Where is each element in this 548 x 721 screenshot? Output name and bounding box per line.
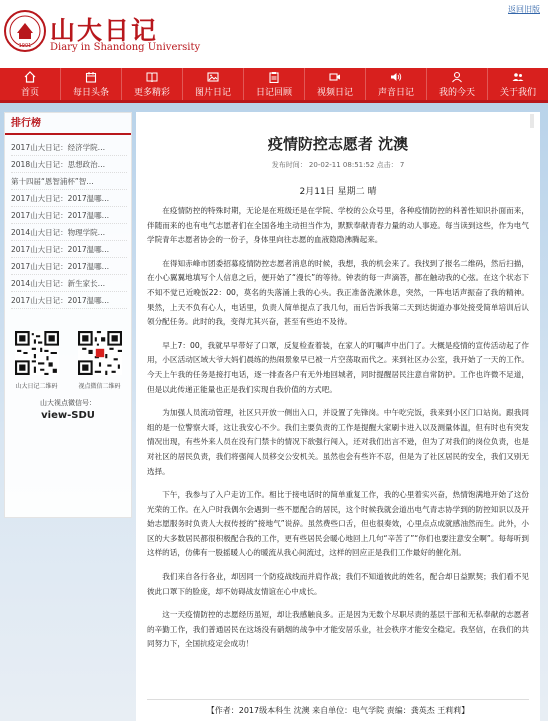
main-nav <box>0 68 548 100</box>
site-name[interactable]: 山大日记 <box>50 16 159 45</box>
article-meta: 发布时间： 20-02-11 08:51:52 点击： 7 <box>271 161 405 169</box>
ranking-item[interactable]: 2018山大日记：思想政治… <box>11 156 127 173</box>
nav-daily-headlines[interactable] <box>61 68 122 100</box>
qr-caption: 山大日记二维码 <box>15 383 58 390</box>
nav-label: 日记回顾 <box>255 87 292 98</box>
nav-home[interactable] <box>0 68 61 100</box>
qr-caption: 视点微信二维码 <box>78 383 121 390</box>
ranking-list <box>5 135 131 309</box>
nav-diary-review[interactable] <box>244 68 305 100</box>
nav-label: 更多精彩 <box>133 87 170 98</box>
ranking-item[interactable]: 2017山大日记：2017温哪… <box>11 190 127 207</box>
ranking-item[interactable]: 2017山大日记：2017温哪… <box>11 207 127 224</box>
article-panel <box>136 112 540 721</box>
article-paragraph: 为加强人员流动管理，社区只开放一侧出入口，并设置了先锋岗。中午吃完饭，我来到小区门口站岗。跟我同组的是一位警察大哥，这让我安心不少。我们主要负责的工作是提醒大家刷卡进入以及测量体温，但有时也有突发情况出现，有些外来人员在没有门禁卡的情况下欲强行闯入，还对我们出言不逊，但为了对我们的岗位负责，也是对社区的居民负责，我们将强闯人员移交公安机关。虽然也会有些许不忍，但是为了社区居民的安全，我们又别无选择。 <box>147 408 529 476</box>
university-logo[interactable] <box>3 9 47 53</box>
nav-audio-diary[interactable] <box>366 68 427 100</box>
nav-label: 图片日记 <box>194 87 231 98</box>
nav-label: 我的今天 <box>438 87 475 98</box>
logo-year: 1901 <box>18 43 32 49</box>
wechat-account-label: 山大视点微信号： <box>40 399 96 407</box>
nav-label: 每日头条 <box>72 87 109 98</box>
article-date-line: 2月11日 星期二 晴 <box>299 187 377 197</box>
nav-label: 视频日记 <box>316 87 353 98</box>
nav-my-today[interactable] <box>427 68 488 100</box>
ranking-item[interactable]: 2017山大日记：2017温哪… <box>11 241 127 258</box>
nav-label: 首页 <box>20 87 39 98</box>
nav-label: 声音日记 <box>377 87 414 98</box>
ranking-item[interactable]: 2014山大日记：物理学院… <box>11 224 127 241</box>
ranking-item[interactable]: 第十四届“恩智浦杯”智… <box>11 173 127 190</box>
site-name-en: Diary in Shandong University <box>50 42 201 53</box>
sound-icon <box>390 71 402 83</box>
article-paragraph: 早上7：00，我就早早带好了口罩，反复检查着装，在家人的叮嘱声中出门了。大概是疫情的宣传活动起了作用，小区活动区域大爷大妈们晨练的热闹景象早已被一片空荡取而代之。来到社区办公室，我开始了一天的工作。今天上午我的任务是接打电话，逐一排查各户有无外地回城者，同时提醒居民注意自常防护。工作也许微不足道，但是以此传递正能量也正是我们实现自我价值的方式吧。 <box>147 340 529 394</box>
calendar-icon <box>85 71 97 83</box>
ranking-title: 排行榜 <box>5 113 131 135</box>
clipboard-icon <box>268 71 280 83</box>
nav-more-highlights[interactable] <box>122 68 183 100</box>
image-icon <box>207 71 219 83</box>
nav-photo-diary[interactable] <box>183 68 244 100</box>
qr-codes <box>5 331 131 390</box>
article-paragraph: 在疫情防控的特殊时期，无论是在班级还是在学院、学校的公众号里，各种疫情防控的科普性知识扑面而来，伴随而来的也有电气志愿者们在全国各地主动担当作为，默默奉献青春力量的动人事迹。每当读到这些，作为电气学院青年志愿者协会的一份子，身体里向往志愿的血液隐隐沸腾起来。 <box>147 206 529 245</box>
nav-label: 关于我们 <box>499 87 536 98</box>
site-header <box>0 0 548 68</box>
article-title: 疫情防控志愿者 沈澳 <box>267 135 409 153</box>
article-paragraph: 我们来自各行各业，却因同一个防疫战线而并肩作战；我们不知道彼此的姓名，配合却日益默契；我们看不见彼此口罩下的脸庞，却不妨碍战友情谊在心中成长。 <box>147 572 529 596</box>
article-paragraph: 在得知赤峰市团委招募疫情防控志愿者消息的时候，我想，我的机会来了。我找到了报名二维码，然后扫描，在小心翼翼地填写个人信息之后，便开始了“漫长”的等待。钟表的每一声滴答，都在触动我的心弦。在这个状态下不知不觉已近晚饭22：00，莫名的失落涌上我的心头。我正准备洗漱休息，突然，一阵电话声振奋了我的精神。果然，上天不负有心人，电话里，负责人简单提点了我几句，而后告诉我第二天到达街道办事处接受简单培训后认领分配任务。此时的我，变得尤其兴奋，甚至有些迫不及待。 <box>147 258 529 327</box>
user-icon <box>451 71 463 83</box>
nav-about-us[interactable] <box>488 68 548 100</box>
ranking-item[interactable]: 2017山大日记：2017温哪… <box>11 258 127 275</box>
return-old-version-link[interactable]: 返回旧版 <box>508 5 540 14</box>
scroll-indicator[interactable] <box>530 114 534 128</box>
ranking-item[interactable]: 2014山大日记：新生家长… <box>11 275 127 292</box>
ranking-item[interactable]: 2017山大日记：2017温哪… <box>11 292 127 309</box>
book-icon <box>146 71 158 83</box>
article-paragraph: 这一天疫情防控的志愿经历虽短，却让我感触良多。正是因为无数个尽职尽责的基层干部和无私奉献的志愿者的辛勤工作，我们普通居民在这场没有硝烟的战争中才能安居乐业，社会秩序才能安全稳定。我坚信，在我们的共同努力下，全国抗疫定会成功！ <box>147 610 529 649</box>
qr-wechat <box>74 331 126 390</box>
nav-video-diary[interactable] <box>305 68 366 100</box>
home-icon <box>24 71 36 83</box>
ranking-item[interactable]: 2017山大日记：经济学院… <box>11 139 127 156</box>
qr-diary <box>11 331 63 390</box>
qr-code-icon <box>15 331 59 375</box>
wechat-account-id: view-SDU <box>41 410 95 421</box>
ranking-sidebar <box>4 112 132 518</box>
video-icon <box>329 71 341 83</box>
article-paragraph: 下午，我参与了入户走访工作。相比于接电话时的简单重复工作，我的心里着实兴奋，热情饱满地开始了这份光荣的工作。在入户时我偶尔会遇到一些不愿配合的居民，这个时候我就会道出电气青志协学到的防控知识以及开始志愿服务时负责人大叔传授的“接地气”说辞。虽然费些口舌，但也很奏效，心里点点成就感油然而生。此外，小区的大多数居民都很积极配合我的工作，更有些居民会暖心地回上几句“辛苦了”“你们也要注意安全啊”。每每听到这样的话，仿佛有一股摇暖人心的暖流从我心间流过，这样的回应正是我们工作最好的催化剂。 <box>147 490 529 558</box>
qr-code-icon <box>78 331 122 375</box>
article-footer: 【作者：2017级本科生 沈澳 来自单位：电气学院 责编：龚英杰 王莉莉】 <box>147 699 529 721</box>
people-icon <box>512 71 524 83</box>
